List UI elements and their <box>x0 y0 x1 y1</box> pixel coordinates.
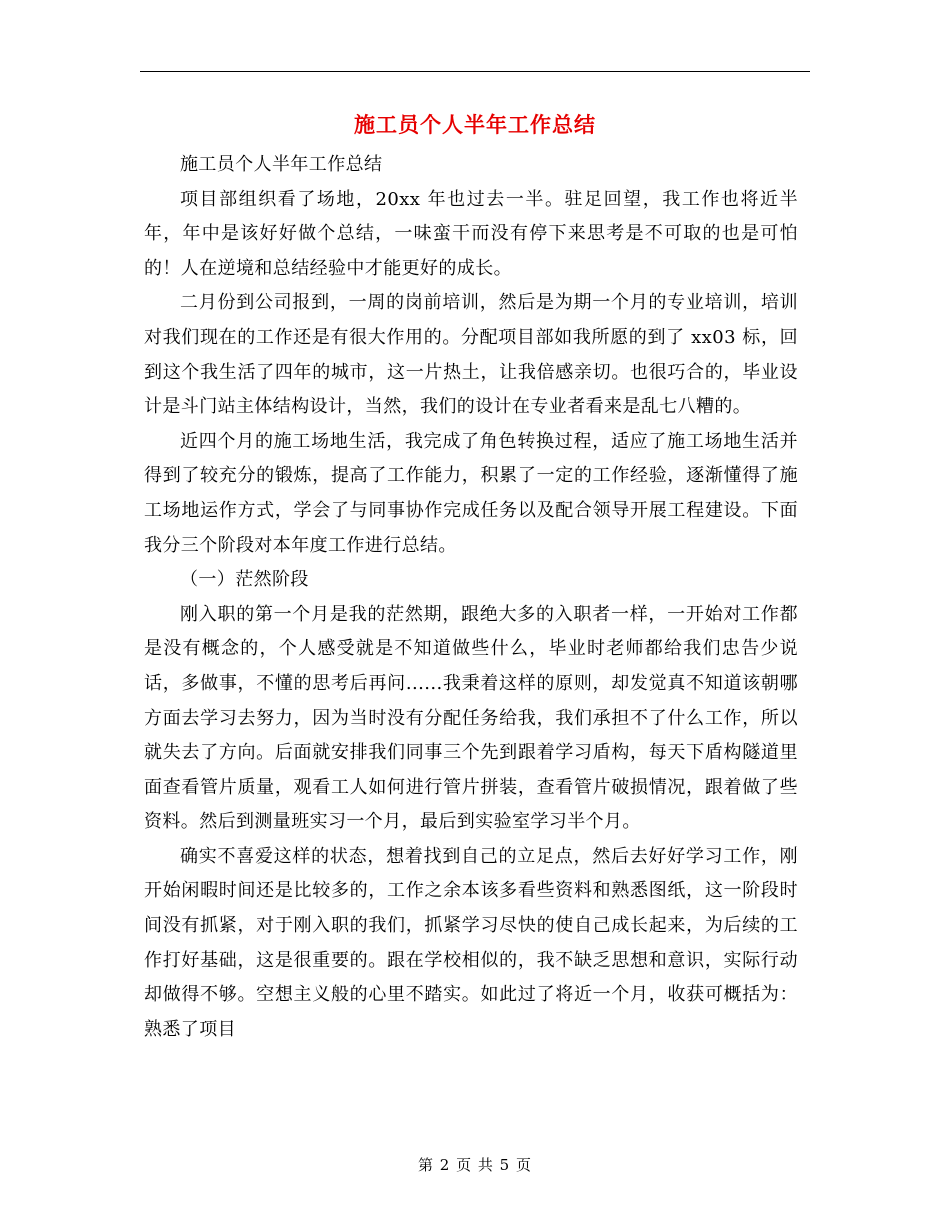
section-heading: （一）茫然阶段 <box>180 569 309 591</box>
paragraph-subtitle: 施工员个人半年工作总结 <box>180 154 383 175</box>
paragraph-overview: 近四个月的施工场地生活，我完成了角色转换过程，适应了施工场地生活并得到了较充分的锻炼，提高了工作能力，积累了一定的工作经验，逐渐懂得了施工场地运作方式，学会了与同事协作完成任务以及配合领导开展工程建设。下面我分三个阶段对本年度工作进行总结。 <box>144 430 798 556</box>
document-title: 施工员个人半年工作总结 <box>354 112 596 137</box>
paragraph-first-month: 刚入职的第一个月是我的茫然期，跟绝大多的入职者一样，一开始对工作都是没有概念的，个人感受就是不知道做些什么，毕业时老师都给我们忠告少说话，多做事，不懂的思考后再问......我秉着这样的原则，却发觉真不知道该朝哪方面去学习去努力，因为当时没有分配任务给我，我们承担不了什么工作，所以就失去了方向。后面就安排我们同事三个先到跟着学习盾构，每天下盾构隧道里面查看管片质量，观看工人如何进行管片拼装，查看管片破损情况，跟着做了些资料。然后到测量班实习一个月，最后到实验室学习半个月。 <box>144 603 798 833</box>
paragraph-intro: 项目部组织看了场地，20xx 年也过去一半。驻足回望，我工作也将近半年，年中是该好好做个总结，一味蛮干而没有停下来思考是不可取的也是可怕的！人在逆境和总结经验中才能更好的成长。 <box>144 188 798 279</box>
paragraph-arrival: 二月份到公司报到，一周的岗前培训，然后是为期一个月的专业培训，培训对我们现在的工作还是有很大作用的。分配项目部如我所愿的到了 xx03 标，回到这个我生活了四年的城市，这一片热土，让我倍感亲切。也很巧合的，毕业设计是斗门站主体结构设计，当然，我们的设计在专业者看来是乱七八糟的。 <box>144 292 798 418</box>
page-number-footer: 第 2 页 共 5 页 <box>418 1156 532 1174</box>
paragraph-reflection: 确实不喜爱这样的状态，想着找到自己的立足点，然后去好好学习工作，刚开始闲暇时间还是比较多的，工作之余本该多看些资料和熟悉图纸，这一阶段时间没有抓紧，对于刚入职的我们，抓紧学习尽快的使自己成长起来，为后续的工作打好基础，这是很重要的。跟在学校相似的，我不缺乏思想和意识，实际行动却做得不够。空想主义般的心里不踏实。如此过了将近一个月，收获可概括为：熟悉了项目 <box>144 845 798 1040</box>
header-rule <box>140 71 810 72</box>
document-body <box>144 148 798 1047</box>
